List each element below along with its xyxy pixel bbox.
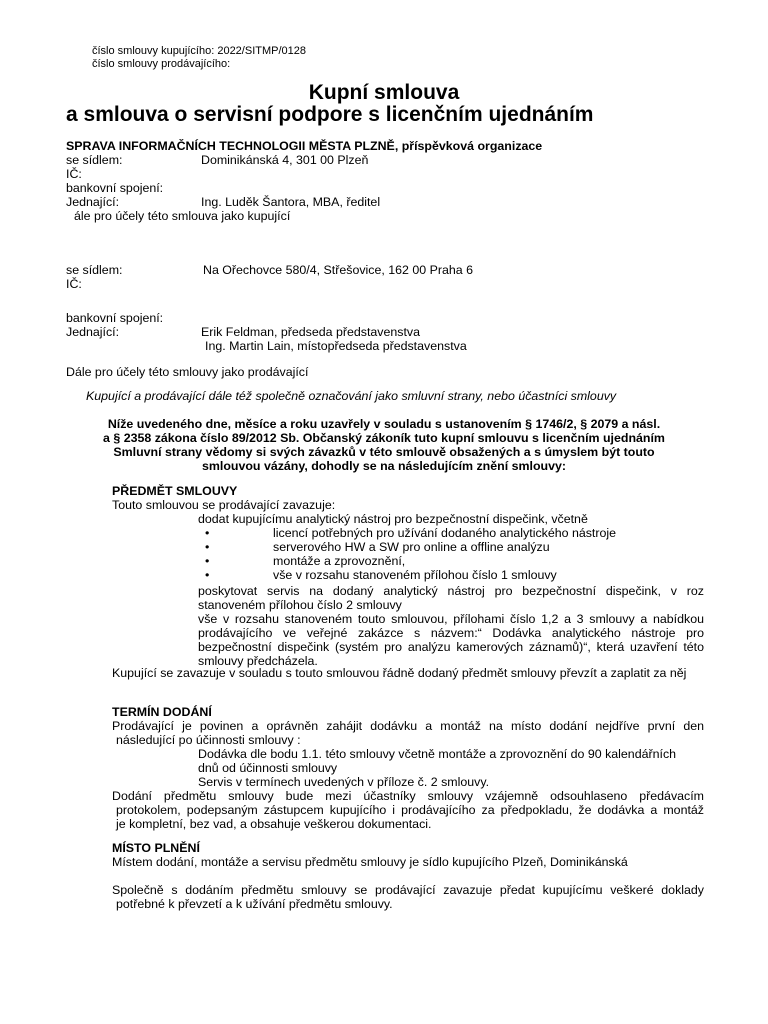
section1-bullet-4: vše v rozsahu stanoveném přílohou číslo 1 smlouvy	[273, 568, 557, 582]
section1-item-3-line-1: vše v rozsahu stanoveném touto smlouvou, přílohami číslo 1,2 a 3 smlouvy a nabídkou	[198, 612, 704, 626]
seller-contract-number: číslo smlouvy prodávajícího:	[92, 58, 231, 70]
bullet-icon: •	[205, 540, 210, 554]
preamble-line-3: Smluvní strany vědomy si svých závazků v této smlouvě obsažených a s úmyslem být touto	[113, 445, 655, 459]
section-heading-place: MÍSTO PLNĚNÍ	[112, 841, 200, 855]
preamble-line-4: smlouvou vázány, dohodly se na následujícím znění smlouvy:	[201, 459, 566, 473]
section2-p2-line-2: protokolem, podepsaným zástupcem kupujícího i prodávajícího za předpokladu, že dodávka a montáž	[116, 803, 704, 817]
buyer-name-rest: , příspěvková organizace	[394, 139, 543, 153]
bullet-icon: •	[205, 526, 210, 540]
buyer-seat-value: Dominikánská 4, 301 00 Plzeň	[201, 153, 369, 167]
seller-role: Dále pro účely této smlouvy jako prodávající	[66, 365, 309, 379]
section2-p2-line-3: je kompletní, bez vad, a obsahuje veškerou dokumentaci.	[116, 817, 432, 831]
buyer-rep-label: Jednající:	[66, 195, 120, 209]
section2-sub2: Servis v termínech uvedených v příloze č. 2 smlouvy.	[198, 775, 490, 789]
section2-p2-line-1: Dodání předmětu smlouvy bude mezi účastníky smlouvy vzájemně odsouhlaseno předávacím	[112, 789, 704, 803]
seller-seat-value: Na Ořechovce 580/4, Střešovice, 162 00 Praha 6	[203, 263, 473, 277]
seller-ico-label: IČ:	[66, 277, 82, 291]
buyer-rep-value: Ing. Luděk Šantora, MBA, ředitel	[201, 195, 381, 209]
buyer-ico-label: IČ:	[66, 167, 82, 181]
buyer-contract-number: číslo smlouvy kupujícího: 2022/SITMP/0128	[92, 45, 306, 57]
bullet-icon: •	[205, 554, 210, 568]
section1-bullet-1: licencí potřebných pro užívání dodaného analytického nástroje	[273, 526, 617, 540]
document-title: Kupní smlouva	[308, 81, 460, 104]
preamble-line-1: Níže uvedeného dne, měsíce a roku uzavřely v souladu s ustanovením § 1746/2, § 2079 a násl.	[107, 417, 661, 431]
buyer-name	[66, 139, 542, 153]
section2-p1-line-2: následující po účinnosti smlouvy :	[116, 733, 301, 747]
bullet-icon: •	[205, 568, 210, 582]
section1-item-2-line-2: stanoveném přílohou číslo 2 smlouvy	[198, 598, 402, 612]
section3-p1: Místem dodání, montáže a servisu předmětu smlouvy je sídlo kupujícího Plzeň, Dominikánská	[112, 855, 628, 869]
section2-sub1-line-2: dnů od účinnosti smlouvy	[198, 761, 338, 775]
section1-bullet-2: serverového HW a SW pro online a offline analýzu	[273, 540, 550, 554]
section1-closing: Kupující se zavazuje v souladu s touto smlouvou řádně dodaný předmět smlouvy převzít a zaplatit za něj	[112, 666, 687, 680]
section3-p2-line-1: Společně s dodáním předmětu smlouvy se prodávající zavazuje předat kupujícímu veškeré doklady	[112, 883, 704, 897]
buyer-bank-label: bankovní spojení:	[66, 181, 164, 195]
section-heading-subject: PŘEDMĚT SMLOUVY	[112, 484, 238, 498]
document-subtitle: a smlouva o servisní podpore s licenčním ujednáním	[66, 103, 594, 126]
section1-item-3-line-4: smlouvy předcházela.	[198, 654, 318, 668]
seller-seat-label: se sídlem:	[66, 263, 123, 277]
section-heading-delivery: TERMÍN DODÁNÍ	[112, 705, 212, 719]
buyer-role: ále pro účely této smlouva jako kupující	[74, 209, 291, 223]
parties-note: Kupující a prodávající dále též společně označování jako smluvní strany, nebo účastníci smlouvy	[86, 389, 617, 403]
buyer-name-bold: SPRAVA INFORMAČNÍCH TECHNOLOGII MĚSTA PLZNĚ	[66, 139, 395, 153]
section1-bullet-3: montáže a zprovoznění,	[273, 554, 406, 568]
section1-item-3-line-2: prodávajícího ve veřejné zakázce s názvem:“ Dodávka analytického nástroje pro	[198, 626, 704, 640]
seller-rep-value-2: Ing. Martin Lain, místopředseda představenstva	[205, 339, 467, 353]
section1-item-3-line-3: bezpečnostní dispečink (systém pro analýzu kamerových záznamů)“, která uzavření této	[198, 640, 704, 654]
seller-rep-label: Jednající:	[66, 325, 120, 339]
section2-sub1-line-1: Dodávka dle bodu 1.1. této smlouvy včetně montáže a zprovoznění do 90 kalendářních	[198, 747, 677, 761]
buyer-seat-label: se sídlem:	[66, 153, 123, 167]
section1-intro: Touto smlouvou se prodávající zavazuje:	[112, 498, 336, 512]
section1-item-1: dodat kupujícímu analytický nástroj pro bezpečnostní dispečink, včetně	[198, 512, 588, 526]
seller-bank-label: bankovní spojení:	[66, 311, 164, 325]
preamble-line-2: a § 2358 zákona číslo 89/2012 Sb. Občanský zákoník tuto kupní smlouvu s licenčním ujednáním	[103, 431, 665, 445]
section3-p2-line-2: potřebné k převzetí a k užívání předmětu smlouvy.	[116, 897, 393, 911]
section1-item-2-line-1: poskytovat servis na dodaný analytický nástroj pro bezpečnostní dispečink, v roz	[198, 584, 704, 598]
seller-rep-value-1: Erik Feldman, předseda představenstva	[201, 325, 421, 339]
section2-p1-line-1: Prodávající je povinen a oprávněn zahájit dodávku a montáž na místo dodání nejdříve první den	[112, 719, 704, 733]
